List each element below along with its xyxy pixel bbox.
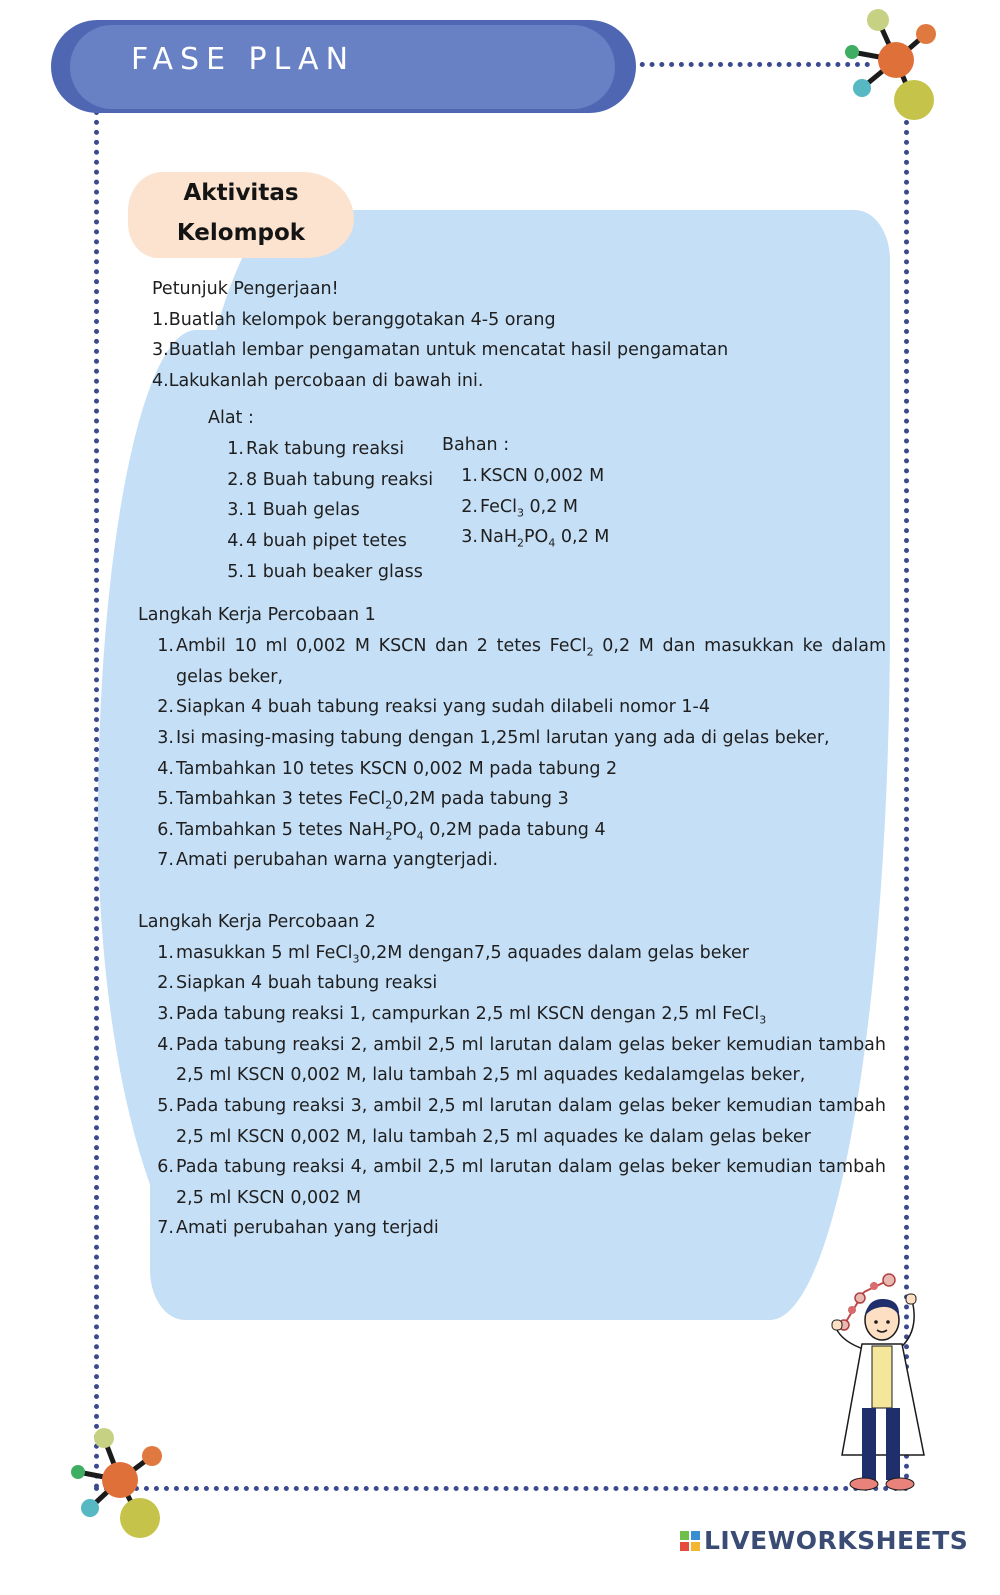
bahan-item: KSCN 0,002 M [480,466,605,486]
list-number: 1. [461,466,478,486]
list-number: 2. [157,697,174,717]
molecule-icon-top [838,2,948,127]
step-text: Tambahkan 10 tetes KSCN 0,002 M pada tabung 2 [176,759,618,779]
list-number: 4. [157,759,174,779]
bahan-heading: Bahan : [442,435,510,455]
list-number: 2. [157,973,174,993]
list-number: 3. [157,1004,174,1024]
list-number: 7. [157,1218,174,1238]
list-number: 6. [157,820,174,840]
step-text: Siapkan 4 buah tabung reaksi [176,973,438,993]
page-title: FASE PLAN [131,42,356,77]
alat-item: 8 Buah tabung reaksi [246,470,434,490]
activity-tag-line2: Kelompok [176,220,306,246]
list-number: 1. [157,943,174,963]
alat-item: Rak tabung reaksi [246,439,405,459]
list-number: 2. [461,497,478,517]
list-number: 4. [227,531,244,551]
step-text: Pada tabung reaksi 4, ambil 2,5 ml larutan dalam gelas beker kemudian tambah [176,1157,886,1177]
list-number: 3. [227,500,244,520]
step-text: masukkan 5 ml FeCl$_3$0,2M dengan7,5 aquades dalam gelas beker [176,943,749,966]
step-text: Pada tabung reaksi 3, ambil 2,5 ml larutan dalam gelas beker kemudian tambah [176,1096,886,1116]
list-number: 5. [227,562,244,582]
step-text: gelas beker, [176,667,284,687]
step-text: Tambahkan 3 tetes FeCl$_2$0,2M pada tabung 3 [176,789,569,812]
list-number: 2. [227,470,244,490]
step-text: Pada tabung reaksi 1, campurkan 2,5 ml KSCN dengan 2,5 ml FeCl$_3$ [176,1004,767,1027]
instruction-item: 1.Buatlah kelompok beranggotakan 4-5 orang [152,310,556,330]
percobaan1-heading: Langkah Kerja Percobaan 1 [138,605,376,625]
molecule-icon-bottom [66,1426,176,1544]
step-text: Tambahkan 5 tetes $NaH_2PO_4$ 0,2M pada tabung 4 [176,820,606,843]
liveworksheets-logo-icon [680,1531,700,1551]
list-number: 1. [157,636,174,656]
bahan-item: $NaH_2PO_4$ 0,2 M [480,527,610,550]
bahan-item: FeCl$_3$ 0,2 M [480,497,579,520]
step-text: 2,5 ml KSCN 0,002 M, lalu tambah 2,5 ml aquades kedalamgelas beker, [176,1065,806,1085]
alat-item: 4 buah pipet tetes [246,531,407,551]
step-text: Amati perubahan warna yangterjadi. [176,850,499,870]
instructions-heading: Petunjuk Pengerjaan! [152,279,339,299]
scientist-illustration [824,1270,944,1505]
list-number: 1. [227,439,244,459]
liveworksheets-logo-text: LIVEWORKSHEETS [704,1526,969,1555]
list-number: 3. [461,527,478,547]
list-number: 3. [157,728,174,748]
frame-bottom-border [94,1486,909,1491]
step-text: Siapkan 4 buah tabung reaksi yang sudah dilabeli nomor 1-4 [176,697,710,717]
activity-tag-line1: Aktivitas [183,180,299,206]
instruction-item: 3.Buatlah lembar pengamatan untuk mencatat hasil pengamatan [152,340,729,360]
alat-item: 1 Buah gelas [246,500,360,520]
list-number: 4. [157,1035,174,1055]
alat-heading: Alat : [208,408,254,428]
step-text: Amati perubahan yang terjadi [176,1218,439,1238]
list-number: 6. [157,1157,174,1177]
alat-item: 1 buah beaker glass [246,562,423,582]
activity-tag-label [128,173,354,253]
frame-top-border [630,62,870,67]
step-text: Ambil 10 ml 0,002 M KSCN dan 2 tetes FeCl$_2$ 0,2 M dan masukkan ke dalam [176,636,886,659]
instruction-item: 4.Lakukanlah percobaan di bawah ini. [152,371,484,391]
step-text: 2,5 ml KSCN 0,002 M [176,1188,362,1208]
liveworksheets-logo[interactable] [680,1526,968,1555]
list-number: 5. [157,789,174,809]
step-text: 2,5 ml KSCN 0,002 M, lalu tambah 2,5 ml aquades ke dalam gelas beker [176,1127,811,1147]
step-text: Pada tabung reaksi 2, ambil 2,5 ml larutan dalam gelas beker kemudian tambah [176,1035,886,1055]
list-number: 7. [157,850,174,870]
step-text: Isi masing-masing tabung dengan 1,25ml larutan yang ada di gelas beker, [176,728,830,748]
list-number: 5. [157,1096,174,1116]
percobaan2-heading: Langkah Kerja Percobaan 2 [138,912,376,932]
